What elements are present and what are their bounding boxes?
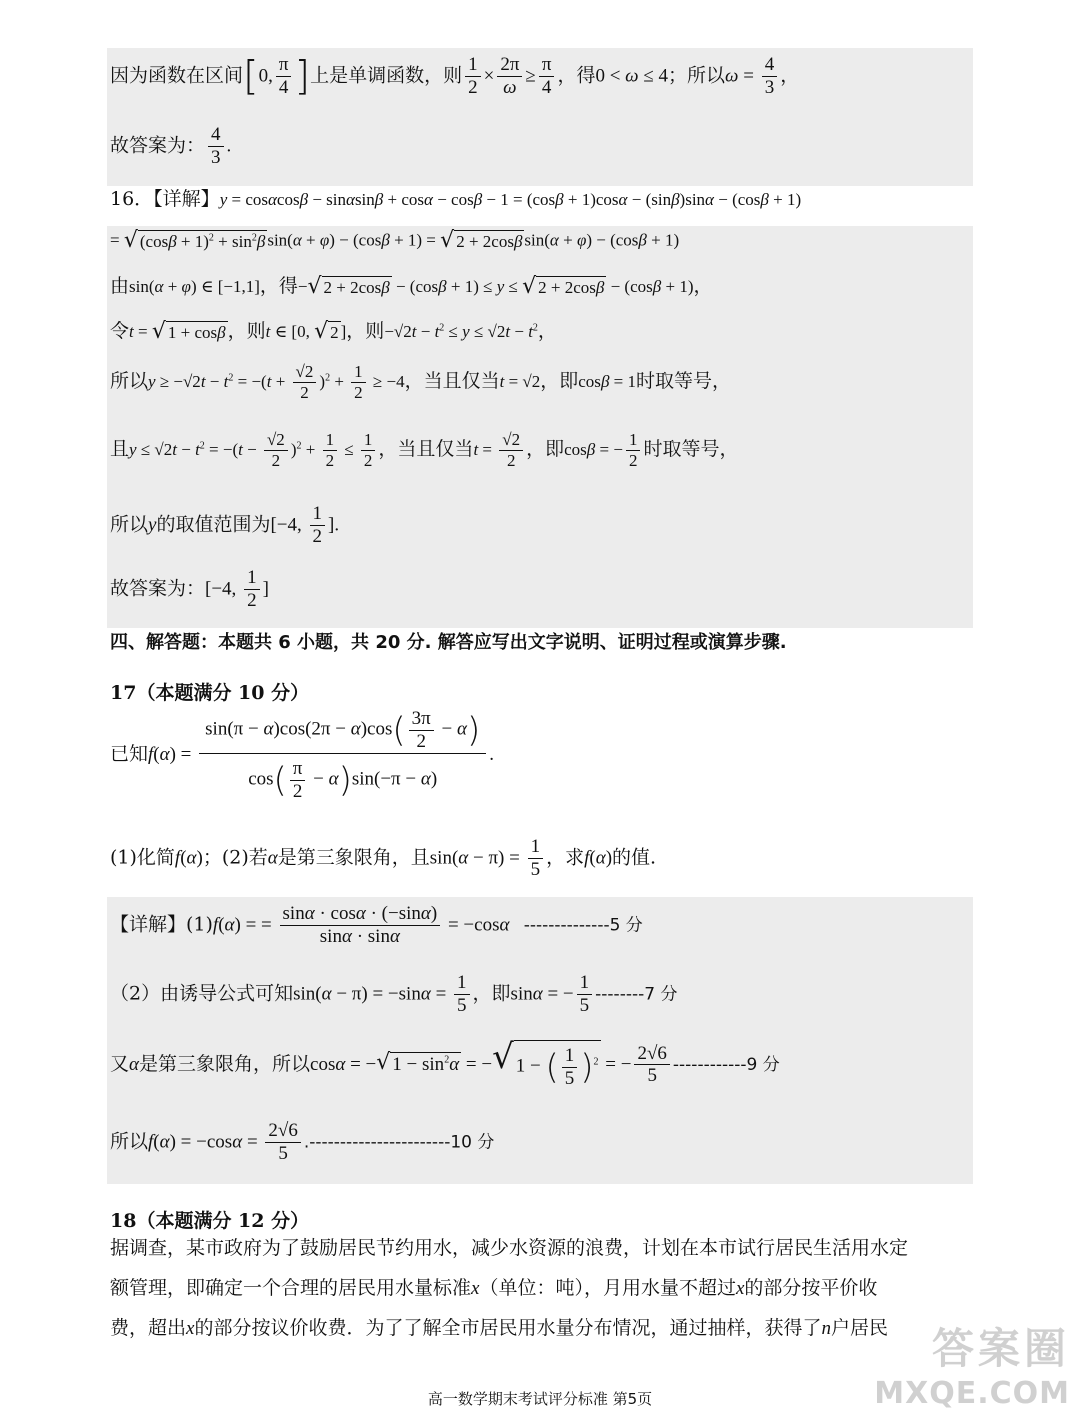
- text: 时取等号，: [636, 370, 732, 393]
- score-10: .-----------------------10 分: [303, 1132, 495, 1153]
- text: ，得: [557, 64, 596, 87]
- q18-para-1: 据调查，某市政府为了鼓励居民节约用水，减少水资源的浪费，计划在本市试行居民生活用水定: [110, 1237, 909, 1259]
- text: 令: [110, 320, 130, 342]
- text: 费，超出: [110, 1317, 187, 1339]
- text: 户居民: [830, 1317, 888, 1339]
- watermark-line-2: MXQE.COM: [874, 1376, 1070, 1411]
- text: ，得: [259, 275, 298, 297]
- text: ，则: [346, 320, 385, 342]
- text: 因为函数在区间: [110, 64, 244, 87]
- text: ，当且仅当: [378, 438, 474, 461]
- text: 的值.: [612, 846, 657, 869]
- text: 的部分按平价收: [744, 1277, 878, 1299]
- text: 上是单调函数，则: [310, 64, 463, 87]
- text: 又: [110, 1052, 130, 1075]
- text: 所以: [110, 1130, 149, 1153]
- text: ；所以: [668, 64, 726, 87]
- q18-para-2: 额管理，即确定一个合理的居民用水量标准x（单位：吨），月用水量不超过x的部分按平价收: [110, 1277, 878, 1299]
- text: ，即: [540, 370, 579, 393]
- a17-line-3: 又α是第三象限角，所以cosα = − √ $1 - \sin^2\alpha$ = − √ 1 − ( $\frac{1}{5}$ )$^2$ = − $\frac{2√6}{5}$ ------------9 分: [110, 1037, 780, 1089]
- text: 故答案为：: [110, 577, 206, 600]
- watermark-logo: [874, 1316, 1070, 1411]
- text: 所以: [110, 513, 149, 536]
- score-9: ------------9 分: [672, 1054, 780, 1075]
- answer-16-line-6: 且$y \le √2t - t^2 = -(t$ − $\frac{√2}{2}$ )$^2$ + $\frac{1}{2}$ ≤ $\frac{1}{2}$ ，当且仅当t = $\frac{√2}{2}$ ，即cosβ = − $\frac{1}{2}$ 时取等号，: [110, 430, 739, 470]
- text: 额管理，即确定一个合理的居民用水量标准: [110, 1277, 472, 1299]
- answer-16-line-8: 故答案为：[−4, $\frac{1}{2}$ ]: [110, 567, 269, 611]
- text: 是第三象限角，所以: [139, 1052, 311, 1075]
- answer-15-line-1: 因为函数在区间[0, $\frac{\pi}{4}$ ]上是单调函数，则 $\frac{1}{2}$ × $\frac{2\pi}{\omega}$ ≥ $\frac{\pi}{4}$ ，得0 < ω ≤ 4；所以ω = $\frac{4}{3}$ ，: [110, 53, 800, 100]
- score-7: --------7 分: [595, 984, 678, 1005]
- text: 17（本题满分 10 分）: [110, 682, 310, 704]
- q17-definition: 已知f(α) = sin(π − α)cos(2π − α)cos( $\frac{3\pi}{2}$ − α) cos( $\frac{\pi}{2}$ − α)sin(−π − α) .: [110, 708, 494, 802]
- text: 16．【详解】: [110, 188, 220, 210]
- text: （2）由诱导公式可知: [110, 982, 294, 1005]
- text: ，即: [472, 982, 511, 1005]
- answer-15-line-2: 故答案为： $\frac{4}{3}$ .: [110, 124, 232, 168]
- section-4-heading: 四、解答题：本题共 6 小题，共 20 分. 解答应写出文字说明、证明过程或演算步骤.: [110, 632, 787, 653]
- text: 的部分按议价收费．为了了解全市居民用水量分布情况，通过抽样，获得了: [194, 1317, 822, 1339]
- text: 的取值范围为: [156, 513, 271, 536]
- text: 【详解】(1): [110, 913, 213, 936]
- text: 故答案为：: [110, 134, 206, 157]
- q18-heading: [110, 1210, 309, 1233]
- answer-16-line-1: 16．【详解】y = cosαcosβ − sinαsinβ + cosα − cosβ − 1 = (cosβ + 1)cosα − (sinβ)sinα − (cosβ + 1): [110, 188, 802, 210]
- text: ，即: [526, 438, 565, 461]
- answer-16-line-4: 令t = √ 1 + cosβ ，则t ∈ [0, √ 2 ]，则$-√2t - t^2 \le y \le √2t - t^2$，: [110, 318, 557, 344]
- text: ，: [693, 275, 713, 297]
- answer-16-line-2: = √ $(\cos\beta + 1)^2 + \sin^2\beta$ sin(α + φ) − (cosβ + 1) = √ 2 + 2cosβ sin(α + φ) − (cosβ + 1): [110, 228, 680, 253]
- text: ，: [537, 320, 557, 342]
- text: 且: [110, 438, 130, 461]
- text: 时取等号，: [643, 438, 739, 461]
- answer-16-line-7: 所以y的取值范围为[−4, $\frac{1}{2}$ ].: [110, 503, 340, 547]
- q18-para-3: 费，超出x的部分按议价收费．为了了解全市居民用水量分布情况，通过抽样，获得了n户居民: [110, 1317, 888, 1339]
- q17-questions: (1)化简f(α)；(2)若α是第三象限角，且sin(α − π) = $\frac{1}{5}$ ，求f(α)的值.: [110, 836, 657, 880]
- text: ，求: [546, 846, 585, 869]
- text: 是第三象限角，且: [277, 846, 430, 869]
- text: （单位：吨），月用水量不超过: [479, 1277, 736, 1299]
- text: ，则: [227, 320, 266, 342]
- a17-line-1: 【详解】(1)f(α) = = $\frac{\sin\alpha \cdot \cos\alpha \cdot (-\sin\alpha)}{\sin\alpha \cdot \sin\alpha}$ = −cosα --------------5 分: [110, 903, 643, 947]
- q17-heading: [110, 682, 309, 705]
- text: ，当且仅当: [404, 370, 500, 393]
- a17-line-2: （2）由诱导公式可知sin(α − π) = −sinα = $\frac{1}{5}$ ，即sinα = − $\frac{1}{5}$ --------7 分: [110, 972, 678, 1016]
- text: 由: [110, 275, 130, 297]
- text: 所以: [110, 370, 149, 393]
- text: ，: [780, 64, 800, 87]
- answer-16-line-3: 由sin(α + φ) ∈ [−1,1]，得− √ 2 + 2cosβ − (cosβ + 1) ≤ y ≤ √ 2 + 2cosβ − (cosβ + 1)，: [110, 273, 713, 299]
- answer-16-line-5: 所以$y \ge -√2t - t^2 = -(t$ + $\frac{√2}{2}$ )$^2$ + $\frac{1}{2}$ ≥ −4，当且仅当t = √2，即cosβ = 1时取等号，: [110, 362, 732, 402]
- page-footer: 高一数学期末考试评分标准 第5页: [427, 1390, 653, 1408]
- text: 已知: [110, 743, 149, 766]
- text: 18（本题满分 12 分）: [110, 1210, 310, 1232]
- a17-line-4: 所以f(α) = −cosα = $\frac{2√6}{5}$ .-----------------------10 分: [110, 1120, 495, 1164]
- text: (1)化简: [110, 846, 175, 869]
- text: ；(2)若: [202, 846, 268, 869]
- score-5: --------------5 分: [523, 915, 643, 936]
- watermark-line-1: 答案圈: [931, 1324, 1070, 1373]
